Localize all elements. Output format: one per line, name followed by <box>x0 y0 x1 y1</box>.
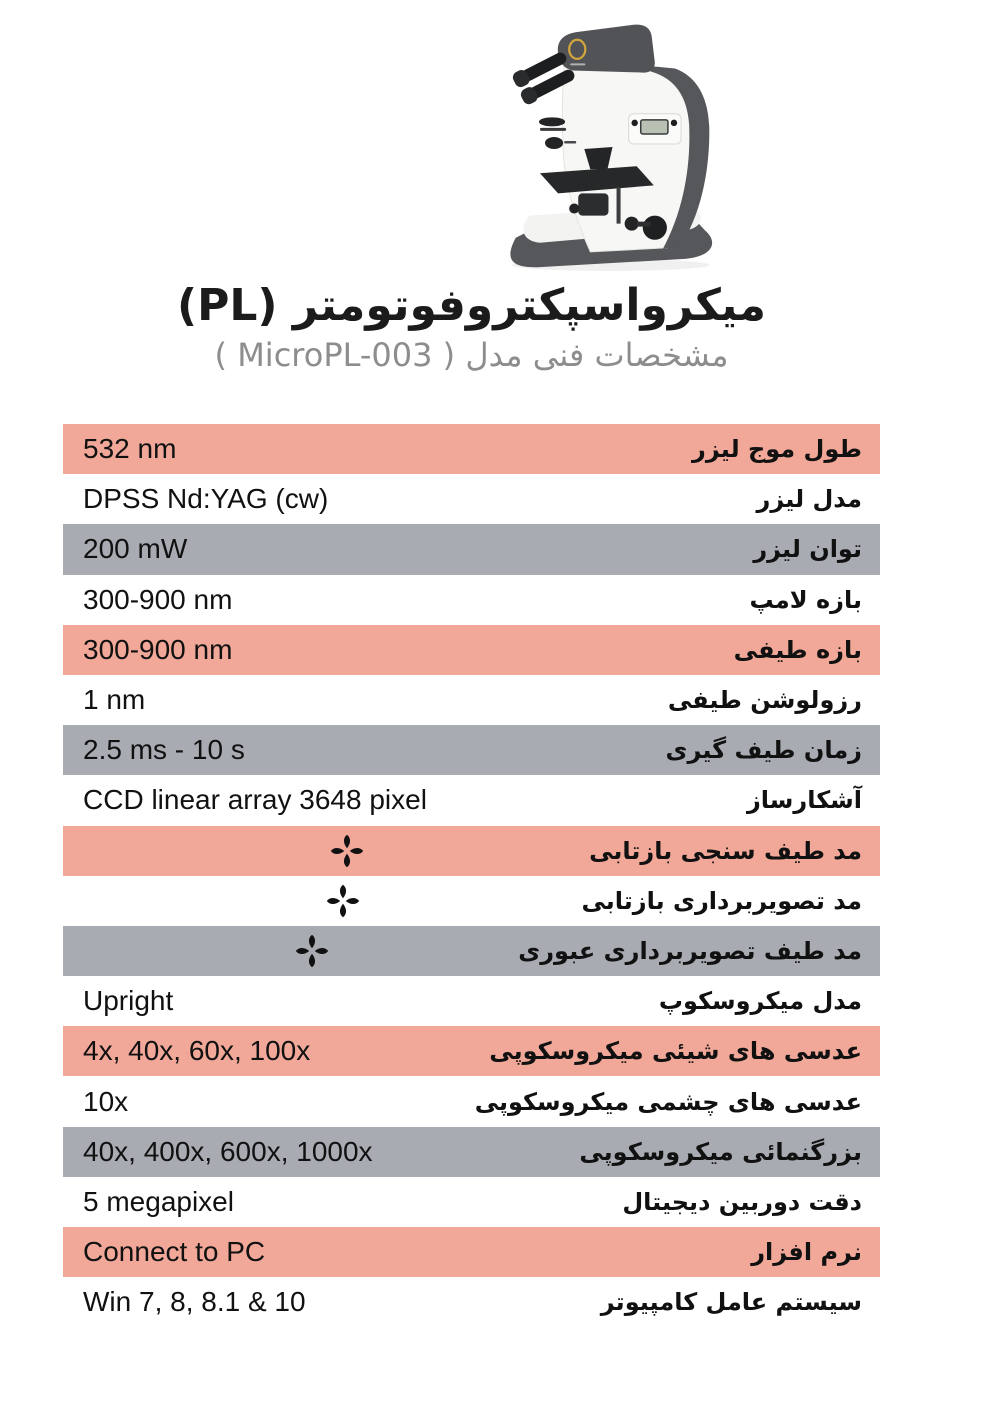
condenser <box>578 193 608 215</box>
row-value: 532 nm <box>83 433 177 465</box>
header <box>63 280 880 375</box>
focus-knob-small <box>625 217 639 231</box>
row-value: Connect to PC <box>83 1236 266 1268</box>
row-label: عدسی های چشمی میکروسکوپی <box>474 1087 862 1116</box>
row-label: سیستم عامل کامپیوتر <box>600 1288 862 1317</box>
adjustment-knob-2 <box>545 137 563 149</box>
row-label: مد تصویربرداری بازتابی <box>581 886 862 915</box>
table-row <box>63 926 880 976</box>
table-row <box>63 1227 880 1277</box>
condenser-knob <box>569 203 579 213</box>
table-row <box>63 725 880 775</box>
row-label: زمان طیف گیری <box>665 736 862 765</box>
row-value: 10x <box>83 1085 129 1117</box>
table-row <box>63 1026 880 1076</box>
four-petal-asterisk-icon <box>325 883 361 919</box>
row-value: Upright <box>83 985 174 1017</box>
table-row <box>63 575 880 625</box>
microscope-head <box>558 25 655 73</box>
table-row <box>63 826 880 876</box>
focus-knob-stem <box>637 222 651 227</box>
table-row <box>63 1277 880 1327</box>
display-button-2 <box>671 120 677 126</box>
row-value: CCD linear array 3648 pixel <box>83 784 427 816</box>
page-subtitle: مشخصات فنی مدل ( MicroPL-003 ) <box>214 335 729 374</box>
table-row <box>63 424 880 474</box>
table-row <box>63 524 880 574</box>
brand-logo-text <box>570 63 585 65</box>
row-label: طول موج لیزر <box>692 435 862 464</box>
microscope-illustration <box>477 10 745 272</box>
focus-knob-large <box>643 216 667 240</box>
row-label: مدل میکروسکوپ <box>658 987 862 1016</box>
adjustment-bar <box>540 128 566 131</box>
four-petal-asterisk-icon <box>294 933 330 969</box>
display-screen <box>641 120 668 134</box>
row-label: مدل لیزر <box>756 485 862 514</box>
table-row <box>63 1127 880 1177</box>
row-value: Win 7, 8, 8.1 & 10 <box>83 1286 306 1318</box>
row-label: مد طیف سنجی بازتابی <box>589 836 862 865</box>
table-row <box>63 1076 880 1126</box>
page-title: میکرواسپکتروفوتومتر (PL) <box>176 280 766 331</box>
adjustment-mark <box>564 141 576 144</box>
table-row <box>63 1177 880 1227</box>
row-label: عدسی های شیئی میکروسکوپی <box>489 1037 862 1066</box>
row-label: آشکارساز <box>746 786 862 815</box>
table-row <box>63 775 880 825</box>
table-row <box>63 675 880 725</box>
row-label: بازه طیفی <box>733 635 862 664</box>
row-value: 300-900 nm <box>83 583 233 615</box>
row-label: توان لیزر <box>753 535 862 564</box>
row-value: DPSS Nd:YAG (cw) <box>83 483 329 515</box>
row-label: بزرگنمائی میکروسکوپی <box>579 1137 862 1166</box>
table-row <box>63 474 880 524</box>
row-value: 4x, 40x, 60x, 100x <box>83 1035 311 1067</box>
row-value: 300-900 nm <box>83 633 233 665</box>
row-label: مد طیف تصویربرداری عبوری <box>518 936 862 965</box>
row-value: 1 nm <box>83 684 146 716</box>
table-row <box>63 876 880 926</box>
row-label: نرم افزار <box>751 1238 862 1267</box>
spec-table <box>63 424 880 1327</box>
table-row <box>63 976 880 1026</box>
four-petal-asterisk-icon <box>329 833 365 869</box>
row-label: بازه لامپ <box>749 585 862 614</box>
display-button-1 <box>631 120 637 126</box>
row-value: 2.5 ms - 10 s <box>83 734 245 766</box>
stage-rod <box>617 187 621 223</box>
adjustment-knob-1 <box>539 117 565 126</box>
row-label: رزولوشن طیفی <box>667 686 862 715</box>
row-label: دقت دوربین دیجیتال <box>622 1187 862 1216</box>
table-row <box>63 625 880 675</box>
row-value: 40x, 400x, 600x, 1000x <box>83 1135 373 1167</box>
row-value: 5 megapixel <box>83 1185 234 1217</box>
row-value: 200 mW <box>83 533 188 565</box>
